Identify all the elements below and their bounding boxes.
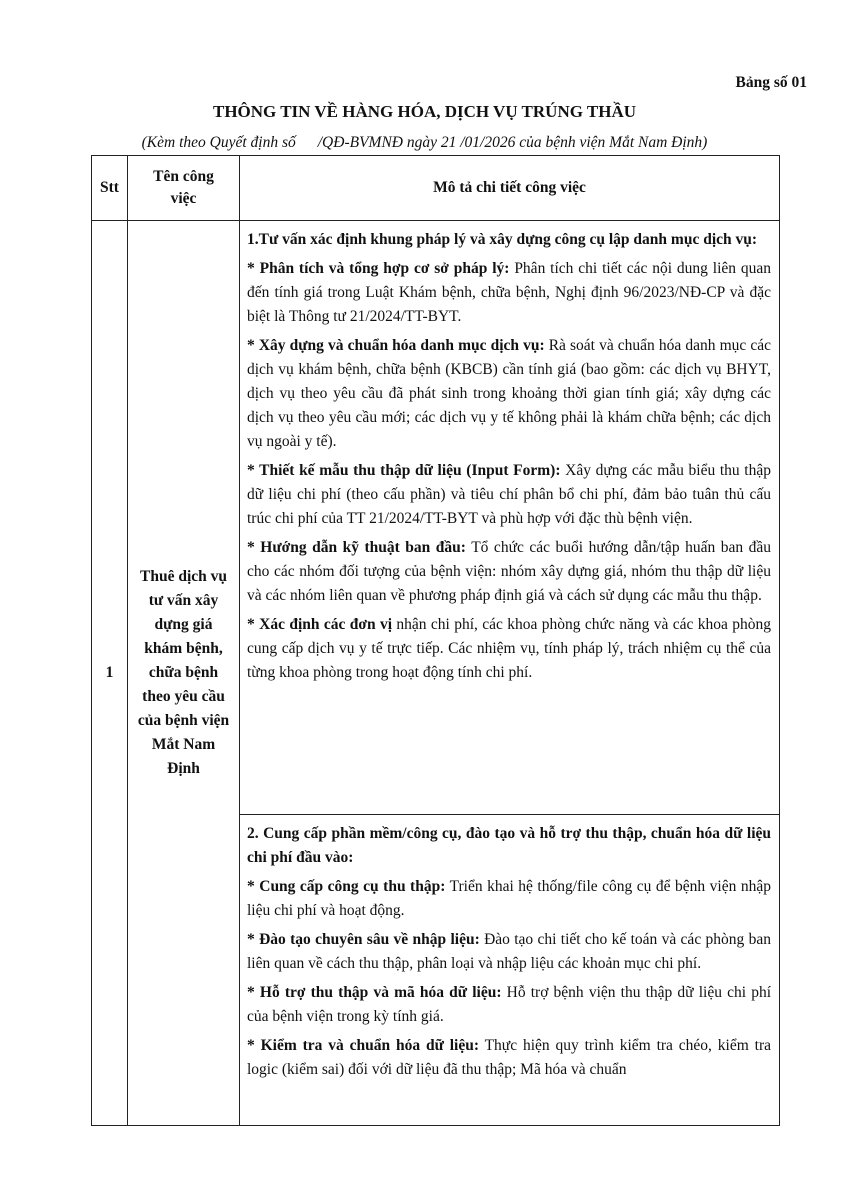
list-item: * Hướng dẫn kỹ thuật ban đầu: Tổ chức các buổi hướng dẫn/tập huấn ban đầu cho các nhóm đối tượng của bệnh viện: nhóm xây dựng giá, nhóm thu thập dữ liệu và các nhóm liên quan về phương pháp định giá và cách sử dụng các mẫu thu thập. xyxy=(247,539,771,604)
description-section-1 xyxy=(240,221,780,815)
subtitle-part2: /QĐ-BVMNĐ ngày 21 /01/2026 của bệnh viện Mắt Nam Định) xyxy=(317,134,708,151)
row-task-name: Thuê dịch vụ tư vấn xây dựng giá khám bệnh, chữa bệnh theo yêu cầu của bệnh viện Mắt Nam Định xyxy=(128,221,240,1126)
section-1-title: 1.Tư vấn xác định khung pháp lý và xây dựng công cụ lập danh mục dịch vụ: xyxy=(247,231,758,248)
tender-items-table xyxy=(91,155,780,1126)
list-item: * Cung cấp công cụ thu thập: Triển khai hệ thống/file công cụ để bệnh viện nhập liệu chi phí và hoạt động. xyxy=(247,878,771,919)
list-item: * Đào tạo chuyên sâu về nhập liệu: Đào tạo chi tiết cho kế toán và các phòng ban liên quan về cách thu thập, phân loại và nhập liệu các khoản mục chi phí. xyxy=(247,931,771,972)
list-item: * Hỗ trợ thu thập và mã hóa dữ liệu: Hỗ trợ bệnh viện thu thập dữ liệu chi phí của bệnh viện trong kỳ tính giá. xyxy=(247,984,771,1025)
column-header-task-name: Tên công việc xyxy=(128,156,240,221)
description-section-2 xyxy=(240,815,780,1126)
document-title: THÔNG TIN VỀ HÀNG HÓA, DỊCH VỤ TRÚNG THẦU xyxy=(212,102,637,121)
column-header-description: Mô tả chi tiết công việc xyxy=(240,156,780,221)
subtitle-part1: (Kèm theo Quyết định số xyxy=(141,134,296,151)
list-item: * Xây dựng và chuẩn hóa danh mục dịch vụ: Rà soát và chuẩn hóa danh mục các dịch vụ khám bệnh, chữa bệnh (KBCB) cần tính giá (bao gồm: các dịch vụ BHYT, dịch vụ theo yêu cầu đã phát sinh trong khoảng thời gian tính giá; xây dựng các dịch vụ theo yêu cầu mới; các dịch vụ y tế không phải là khám chữa bệnh; các dịch vụ ngoài y tế). xyxy=(247,337,771,450)
list-item: * Kiểm tra và chuẩn hóa dữ liệu: Thực hiện quy trình kiểm tra chéo, kiểm tra logic (kiểm sai) đối với dữ liệu đã thu thập; Mã hóa và chuẩn xyxy=(247,1037,771,1078)
list-item: * Thiết kế mẫu thu thập dữ liệu (Input Form): Xây dựng các mẫu biểu thu thập dữ liệu chi phí (theo cấu phần) và tiêu chí phân bổ chi phí, đảm bảo tuân thủ cấu trúc chi phí của TT 21/2024/TT-BYT và phù hợp với đặc thù bệnh viện. xyxy=(247,462,771,527)
row-stt: 1 xyxy=(92,221,128,1126)
list-item: * Xác định các đơn vị nhận chi phí, các khoa phòng chức năng và các khoa phòng cung cấp dịch vụ y tế trực tiếp. Các nhiệm vụ, tính pháp lý, trách nhiệm cụ thể của từng khoa phòng trong hoạt động tính chi phí. xyxy=(247,616,771,681)
section-2-title: 2. Cung cấp phần mềm/công cụ, đào tạo và hỗ trợ thu thập, chuẩn hóa dữ liệu chi phí đầu vào: xyxy=(247,825,771,866)
list-item: * Phân tích và tổng hợp cơ sở pháp lý: Phân tích chi tiết các nội dung liên quan đến tính giá trong Luật Khám bệnh, chữa bệnh, Nghị định 96/2023/NĐ-CP và đặc biệt là Thông tư 21/2024/TT-BYT. xyxy=(247,260,771,325)
table-header-row xyxy=(92,156,780,221)
column-header-stt: Stt xyxy=(92,156,128,221)
table-number: Bảng số 01 xyxy=(735,74,807,91)
document-subtitle xyxy=(0,134,849,152)
table-row xyxy=(92,221,780,815)
